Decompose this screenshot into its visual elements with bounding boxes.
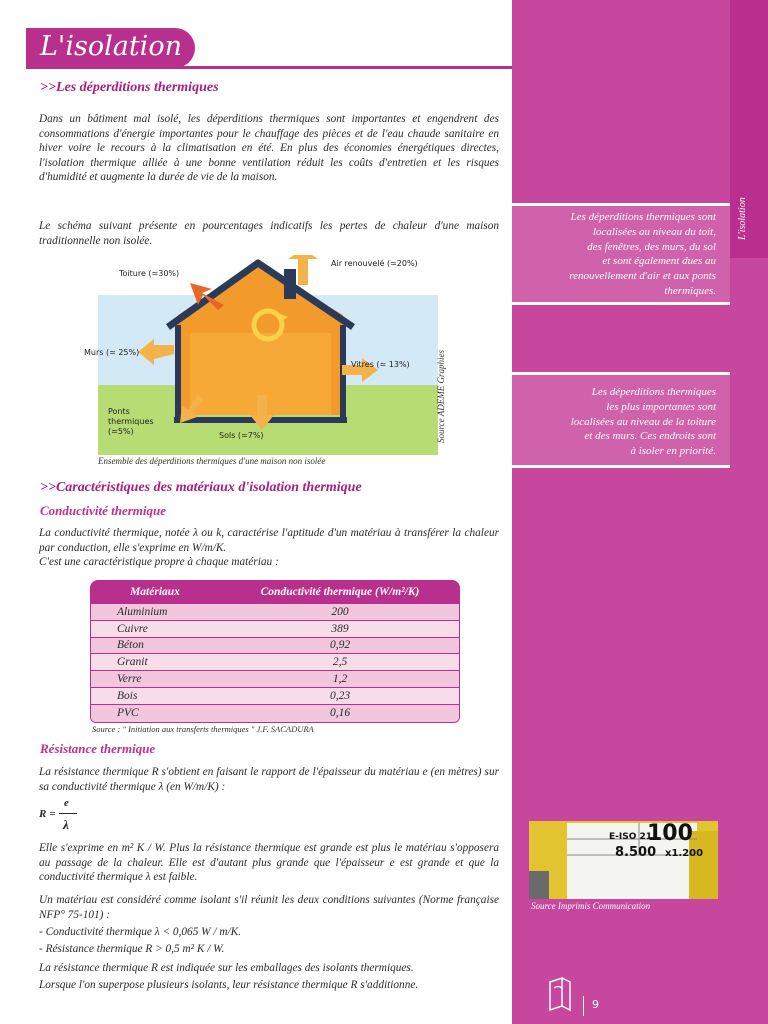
- photo-text-big: 100: [647, 821, 693, 846]
- resistance-formula: [39, 797, 99, 837]
- table-cell-value: 1,2: [332, 673, 348, 686]
- table-cell-value: 0,16: [329, 707, 351, 720]
- table-cell-material: Bois: [117, 689, 138, 702]
- sidebar-divider: [512, 302, 730, 305]
- table-cell-value: 2,5: [332, 656, 348, 669]
- sidebar-note-line: thermiques.: [664, 284, 716, 297]
- label-murs: Murs (≃ 25%): [84, 348, 140, 357]
- page-number-divider: [583, 996, 584, 1016]
- table-header-conductivity: Conductivité thermique (W/m²/K): [260, 586, 420, 598]
- table-header: [90, 580, 460, 604]
- resistance-packaging-note: La résistance thermique R est indiquée sur les emballages des isolants thermiques.: [39, 962, 414, 974]
- table-cell-material: PVC: [117, 707, 139, 720]
- diagram-intro-paragraph: Le schéma suivant présente en pourcentages indicatifs les pertes de chaleur d'une maison traditionnelle non isolée.: [39, 220, 499, 247]
- table-cell-value: 0,92: [329, 639, 351, 652]
- sidebar-tab-label: L'isolation: [737, 197, 748, 240]
- label-vitres: Vitres (≃ 13%): [351, 360, 410, 369]
- intro-paragraph: Dans un bâtiment mal isolé, les déperditions thermiques sont importantes et engendrent des consommations d'énergie importantes pour le chauffage des pièces et de l'eau chaude sanitaire en hiver voire le recours à la climatisation en été. En plus des économies énergétiques directes, l'isolation thermique alliée à une bonne ventilation réduit les coûts d'entretien et les risques d'humidité et augmente la durée de vie de la maison.: [39, 113, 499, 183]
- sidebar-note-line: les plus importantes sont: [606, 400, 716, 413]
- table-source: Source : " Initiation aux transferts thermiques " J.F. SACADURA: [92, 724, 314, 734]
- subheading-resistance: Résistance thermique: [40, 741, 156, 756]
- label-ponts-2: thermiques: [108, 417, 154, 426]
- table-cell-material: Granit: [117, 656, 148, 669]
- table-row: [91, 671, 459, 688]
- conductivite-paragraph: La conductivité thermique, notée λ ou k, caractérise l'aptitude d'un matériau à transférer la chaleur par conduction, elle s'exprime en W/m/K.: [39, 527, 499, 554]
- label-sols: Sols (≃7%): [219, 431, 264, 440]
- sidebar-note-line: des fenêtres, des murs, du sol: [587, 240, 716, 253]
- photo-text-x: x1.200: [665, 848, 704, 859]
- table-cell-value: 200: [331, 605, 349, 618]
- sidebar-note-line: à isoler en priorité.: [630, 445, 716, 458]
- diagram-source: Source ADEME Graphies: [436, 350, 446, 443]
- title-banner: [26, 28, 195, 68]
- formula-denominator: λ: [63, 817, 69, 832]
- sidebar-note-line: et des murs. Ces endroits sont: [584, 430, 716, 443]
- table-row: [91, 654, 459, 671]
- table-body: [90, 604, 460, 723]
- table-row: [91, 604, 459, 621]
- resistance-additive-note: Lorsque l'on superpose plusieurs isolants, leur résistance thermique R s'additionne.: [39, 979, 419, 991]
- photo-text-mid: 8.500: [615, 845, 657, 860]
- section-heading-caracteristiques: >>Caractéristiques des matériaux d'isolation thermique: [40, 480, 362, 495]
- table-cell-material: Verre: [117, 673, 142, 686]
- sidebar-note-2: [571, 385, 716, 459]
- title-underline: [26, 66, 512, 69]
- diagram-caption: Ensemble des déperditions thermiques d'une maison non isolée: [98, 456, 326, 466]
- resistance-paragraph-2: Elle s'exprime en m² K / W. Plus la résistance thermique est grande est plus le matériau s'opposera au passage de la chaleur. Elle est d'autant plus grande que l'épaisseur e est grande et que la conductivité thermique λ est faible.: [39, 842, 499, 883]
- sidebar-divider: [512, 465, 730, 468]
- sidebar-note-line: localisées au niveau de la toiture: [570, 415, 716, 428]
- label-toiture: Toiture (≃30%): [119, 269, 180, 278]
- condition-1: - Conductivité thermique λ < 0,065 W / m/K.: [39, 926, 242, 938]
- sidebar-tab-highlight: [730, 0, 768, 258]
- section-heading-deperditions: >>Les déperditions thermiques: [40, 80, 219, 95]
- sidebar-note-1: [569, 210, 716, 299]
- sidebar-note-line: et sont également dues au: [602, 255, 716, 268]
- formula-numerator: e: [64, 797, 69, 809]
- subheading-conductivite: Conductivité thermique: [40, 503, 167, 518]
- book-icon: [546, 976, 574, 1012]
- condition-2: - Résistance thermique R > 0,5 m² K / W.: [39, 943, 225, 955]
- table-cell-material: Béton: [117, 639, 144, 652]
- label-ponts-1: Ponts: [108, 407, 130, 416]
- sidebar-note-line: Les déperditions thermiques: [591, 386, 716, 398]
- formula-lhs: R =: [39, 808, 56, 820]
- table-row: [91, 688, 459, 705]
- conductivite-paragraph-2: C'est une caractéristique propre à chaque matériau :: [39, 556, 279, 568]
- table-cell-material: Cuivre: [117, 622, 148, 635]
- isolant-conditions-paragraph: Un matériau est considéré comme isolant s'il réunit les deux conditions suivantes (Norme française NFP° 75-101) :: [39, 894, 499, 921]
- sidebar-note-line: localisées au niveau du toit,: [592, 225, 716, 238]
- table-row: [91, 621, 459, 638]
- insulation-label-photo: [529, 821, 718, 899]
- formula-bar: [59, 813, 77, 814]
- table-header-material: Matériaux: [130, 586, 180, 598]
- sidebar-note-line: Les déperditions thermiques sont: [570, 211, 716, 223]
- label-ponts-3: (≃5%): [108, 427, 134, 436]
- table-cell-material: Aluminium: [117, 605, 168, 618]
- sidebar-note-line: renouvellement d'air et aux ponts: [569, 270, 716, 283]
- conductivity-table: [90, 580, 460, 723]
- page-title: L'isolation: [40, 31, 182, 62]
- table-cell-value: 389: [331, 622, 349, 635]
- photo-text-label: E-ISO 21: [609, 832, 653, 842]
- heat-loss-diagram: [84, 255, 438, 455]
- resistance-paragraph: La résistance thermique R s'obtient en faisant le rapport de l'épaisseur du matériau e (en mètres) sur sa conductivité thermique λ (en W/m/K) :: [39, 766, 499, 793]
- table-row: [91, 638, 459, 655]
- photo-caption: Source Imprimis Communication: [531, 901, 651, 911]
- label-air-renouvele: Air renouvelé (≃20%): [331, 259, 418, 268]
- table-row: [91, 705, 459, 722]
- table-cell-value: 0,23: [329, 689, 351, 702]
- page-number: 9: [592, 998, 599, 1011]
